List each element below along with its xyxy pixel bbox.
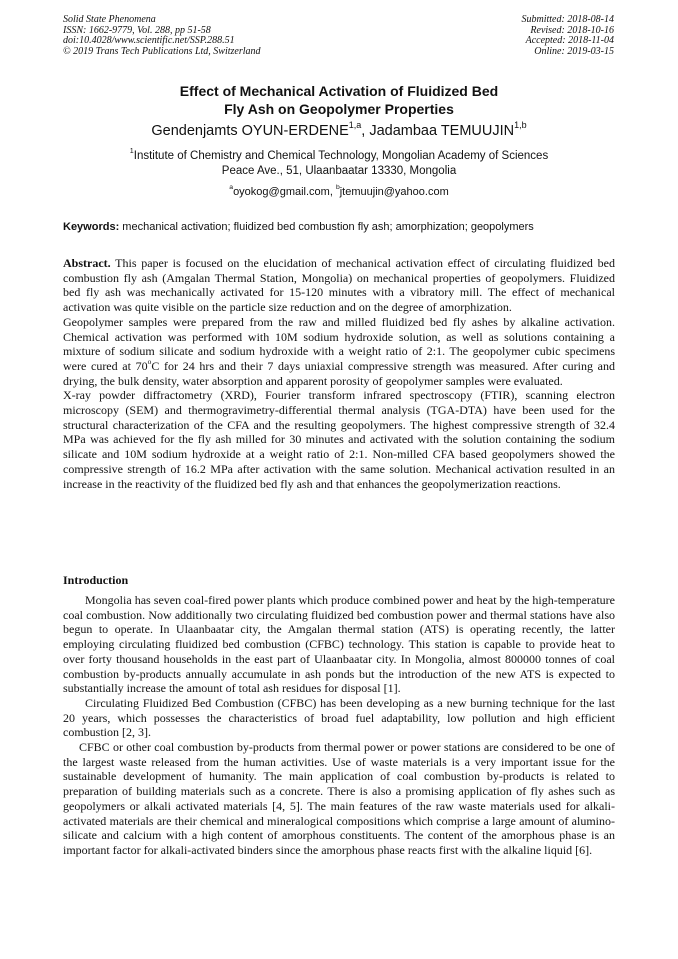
abstract [63, 256, 615, 491]
online-date: Online: 2019-03-15 [534, 45, 614, 57]
author-2-affiliation-mark: 1,b [514, 119, 527, 130]
keywords-text: mechanical activation; fluidized bed combustion fly ash; amorphization; geopolymers [119, 221, 534, 233]
copyright-line: © 2019 Trans Tech Publications Ltd, Switzerland [63, 45, 261, 57]
introduction-paragraph-1: Mongolia has seven coal-fired power plants which produce combined power and heat by the high-temperature coal combustion. Now additionally two circulating fluidized bed combustion power and thermal stations have also begun to operate. In Ulaanbaatar city, the Amgalan thermal station (ATS) is operating recently, the latter employing circulating fluidized bed combustion (CFBC) technology. This station is capable to provide heat to over forty thousand households in the east part of Ulaanbaatar city. In Mongolia, almost 800000 tonnes of coal combustion by-products annually accumulate in ash ponds but the introduction of the new ATS is expected to substantially increase the amount of total ash residues for disposal [1]. [63, 593, 615, 696]
title-line-1: Effect of Mechanical Activation of Fluidized Bed [179, 83, 499, 99]
email-a-mark: a [229, 184, 234, 192]
title-line-2: Fly Ash on Geopolymer Properties [224, 101, 454, 117]
email-b: jtemuujin@yahoo.com [339, 186, 449, 198]
doi-line: doi:10.4028/www.scientific.net/SSP.288.51 [63, 35, 235, 47]
abstract-text-2a: Geopolymer samples were prepared from the raw and milled fluidized bed fly ashes by alkaline activation. Chemical activation was performed with 10M sodium hydroxide solution, as well as solutions containing a mixture of sodium silicate and sodium hydroxide with a weight ratio of 2:1. The geopolymer cubic specimens were cured at 70 [63, 314, 615, 373]
author-1-affiliation-mark: 1,a [348, 119, 362, 130]
email-b-mark: b [335, 184, 340, 192]
introduction-paragraph-2: Circulating Fluidized Bed Combustion (CFBC) has been developing as a new burning technique for the last 20 years, which possesses the characteristics of broad fuel adaptability, low pollution and high efficient combustion [2, 3]. [63, 695, 615, 740]
accepted-date: Accepted: 2018-11-04 [525, 35, 614, 47]
abstract-paragraph-1 [63, 256, 615, 315]
journal-info [63, 15, 261, 57]
keywords-label: Keywords: [63, 221, 120, 233]
abstract-text-2b: C for 24 hrs and their 7 days uniaxial compressive strength was measured. After curing and drying, the bulk density, water absorption and apparent porosity of geopolymer samples were evaluated. [63, 358, 615, 388]
issn-line: ISSN: 1662-9779, Vol. 288, pp 51-58 [63, 24, 211, 36]
abstract-text-1: This paper is focused on the elucidation of mechanical activation effect of circulating fluidized bed combustion fly ash (Amgalan Thermal Station, Mongolia) on mechanical properties of geopolymers. Fluidized bed fly ash was mechanically activated for 15-120 minutes with a vibratory mill. The effect of mechanical activation was quite visible on the particle size reduction and on the degree of amorphization. [63, 256, 615, 315]
affiliation-mark: 1 [129, 147, 134, 156]
publication-dates [522, 15, 615, 57]
submitted-date: Submitted: 2018-08-14 [521, 14, 614, 25]
author-list [0, 119, 678, 140]
paper-title [0, 82, 678, 118]
affiliation-line-1: Institute of Chemistry and Chemical Technology, Mongolian Academy of Sciences [133, 150, 549, 162]
introduction-paragraph-3: CFBC or other coal combustion by-products from thermal power or power stations are considered to be one of the largest waste released from the human activities. Use of waste materials is a very important issue for the sustainable development of humanity. The main application of coal combustion by-products is related to preparation of building materials such as a concrete. There is also a promising application of fly ashes such as geopolymers or alkali activated materials [4, 5]. The main features of the raw waste materials used for alkali-activated materials are their chemical and mineralogical compositions which comprise a large amount of alumino-silicate and calcium with a high content of amorphous constituents. The content of the amorphous phase is an important factor for alkali-activated binders since the amorphous phase reacts first with the alkaline liquid [6]. [63, 740, 615, 857]
email-a: oyokog@gmail.com, [233, 186, 336, 198]
abstract-paragraph-2 [63, 315, 615, 389]
keywords [63, 220, 615, 234]
abstract-label: Abstract. [63, 256, 111, 270]
affiliation [0, 149, 678, 178]
author-2-name: Jadambaa TEMUUJIN [369, 123, 515, 139]
author-separator: , [361, 123, 370, 139]
revised-date: Revised: 2018-10-16 [530, 24, 614, 36]
author-1-name: Gendenjamts OYUN-ERDENE [151, 123, 349, 139]
degree-mark: o [147, 356, 152, 366]
affiliation-line-2: Peace Ave., 51, Ulaanbaatar 13330, Mongolia [221, 164, 457, 177]
introduction-body [63, 593, 615, 858]
journal-name: Solid State Phenomena [63, 14, 156, 25]
introduction-heading: Introduction [63, 573, 129, 587]
author-emails [0, 185, 678, 199]
abstract-paragraph-3: X-ray powder diffractometry (XRD), Fourier transform infrared spectroscopy (FTIR), scanning electron microscopy (SEM) and thermogravimetry-differential thermal analysis (TGA-DTA) have been used for the structural characterization of the CFA and the resulting geopolymers. The highest compressive strength of 32.4 MPa was achieved for the fly ash milled for 30 minutes and activated with the solution containing the sodium silicate and 10M sodium hydroxide at a weight ratio of 2:1. Non-milled CFA based geopolymers showed the compressive strength of 16.2 MPa after activation with the same solution. Mechanical activation resulted in an increase in the reactivity of the fluidized bed fly ash and that enhances the geopolymerization reactions. [63, 388, 615, 491]
